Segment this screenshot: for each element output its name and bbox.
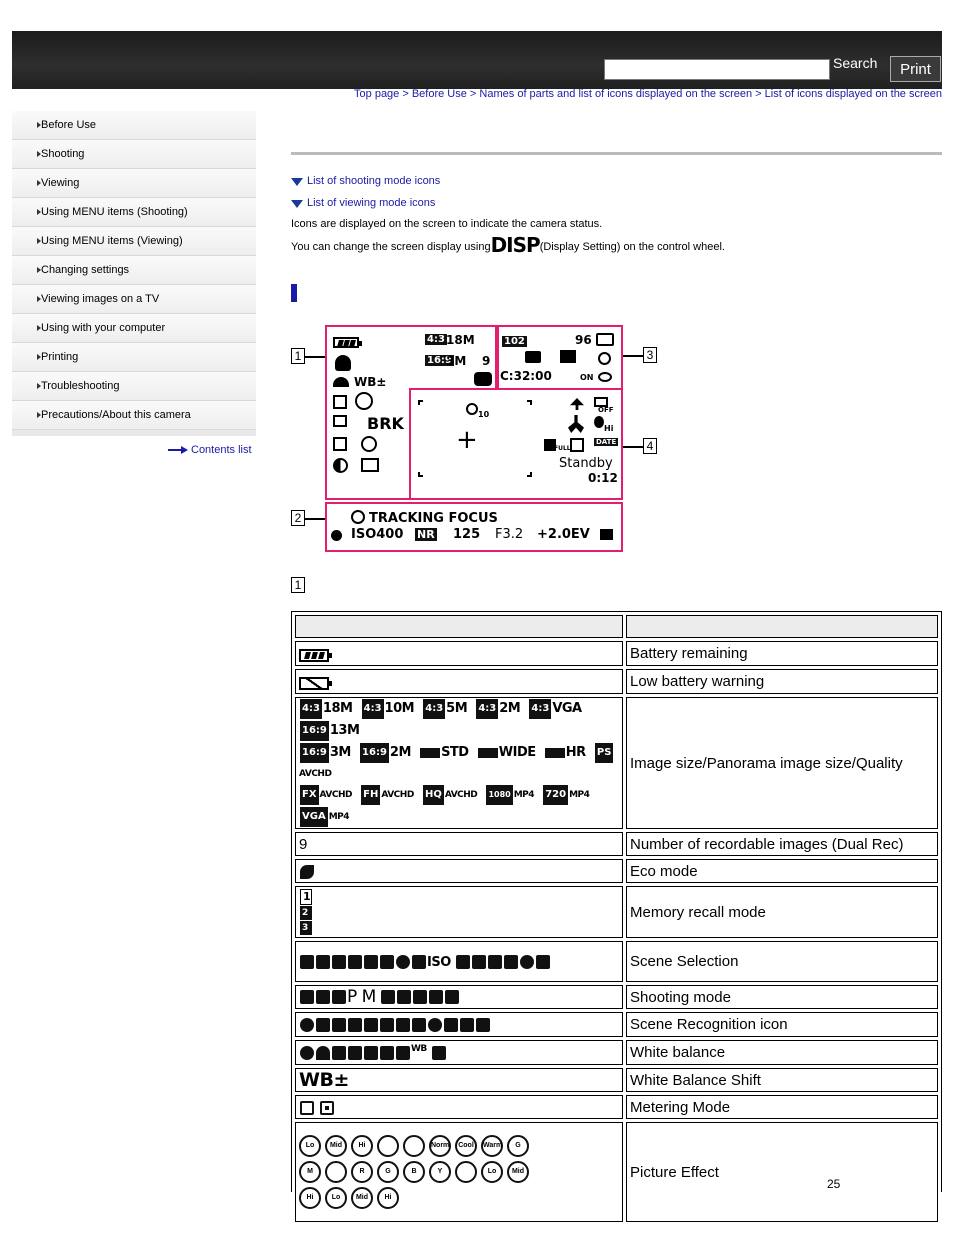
image-size-icons-line-2: [299, 742, 619, 784]
format-text: MP4: [328, 812, 350, 823]
breadcrumb: [354, 88, 942, 100]
sidebar-item-computer[interactable]: [12, 314, 256, 343]
scene-recognition-icon: [396, 1018, 410, 1032]
effect-partial-color-icon: Y: [429, 1161, 451, 1183]
scene-mode-icon: [332, 990, 346, 1004]
aspect-icon: 4:3: [529, 699, 551, 719]
wb-flash-icon: [396, 1046, 410, 1060]
panorama-icon: [478, 748, 498, 758]
sidebar-item-precautions[interactable]: [12, 401, 256, 430]
picture-effect-line-2: [299, 1159, 619, 1185]
aspect-icon: 4:3: [300, 699, 322, 719]
focus-indicator-icon: [331, 530, 342, 541]
panorama-icon: [420, 748, 440, 758]
memory-recall-1-icon: 1: [300, 889, 312, 905]
scene-icon: [364, 955, 378, 969]
table-row: [295, 859, 938, 883]
grid-icon: [570, 438, 584, 452]
scene-icon: [316, 955, 330, 969]
image-size-icons-line-1: [299, 698, 619, 742]
search-input[interactable]: [604, 59, 830, 80]
movie-mode-icon: [397, 990, 411, 1004]
desc-cell: Eco mode: [626, 859, 938, 883]
recording-time: C:32:00: [500, 369, 552, 383]
size-text: 18M: [322, 701, 353, 716]
wb-fluorescent-icon: [332, 1046, 346, 1060]
sidebar-item-printing[interactable]: [12, 343, 256, 372]
scene-icon: [520, 955, 534, 969]
wb-daylight-icon: [300, 1046, 314, 1060]
camera-icon: [525, 351, 541, 363]
icon-cell: [295, 886, 623, 938]
desc-cell: Low battery warning: [626, 669, 938, 694]
scene-icon: [504, 955, 518, 969]
size-text: STD: [441, 745, 469, 760]
memory-recall-3-icon: 3: [300, 921, 312, 935]
aspect-icon: 4:3: [423, 699, 445, 719]
icon-cell: [295, 1122, 623, 1222]
format-text: AVCHD: [319, 790, 352, 801]
effect-partial-color-icon: G: [377, 1161, 399, 1183]
desc-cell: Metering Mode: [626, 1095, 938, 1119]
scene-icon: [300, 955, 314, 969]
desc-cell: Scene Selection: [626, 941, 938, 982]
disp-text-after: (Display Setting) on the control wheel.: [539, 241, 725, 253]
sidebar-item-label: Using MENU items (Viewing): [41, 235, 183, 247]
battery-low-icon: [299, 677, 329, 690]
sidebar-footer: [12, 430, 256, 436]
table-row: [295, 832, 938, 856]
diagram-label-3: 3: [643, 347, 657, 363]
picture-effect-pop-icon: [355, 392, 373, 410]
effect-posterization-icon: Hi: [351, 1135, 373, 1157]
af-frame-corner: [418, 472, 423, 477]
icon-cell: [295, 669, 623, 694]
breadcrumb-separator: >: [399, 88, 412, 100]
breadcrumb-top-page[interactable]: Top page: [354, 88, 400, 100]
effect-pop-color-icon: [325, 1161, 347, 1183]
table-header-cell: [295, 615, 623, 638]
scene-recognition-icon: [460, 1018, 474, 1032]
iso-value: ISO400: [351, 527, 404, 542]
aspect-icon: 4:3: [362, 699, 384, 719]
size-text: 2M: [389, 745, 411, 760]
memory-recall-2-icon: 2: [300, 906, 312, 920]
standby-time: 0:12: [588, 471, 618, 485]
effect-rich-bw-icon: [377, 1135, 399, 1157]
print-button[interactable]: Print: [890, 56, 941, 82]
dro-icon: [333, 458, 348, 473]
scene-recognition-icon: [300, 1018, 314, 1032]
drive-continuous-icon: [333, 415, 347, 427]
triangle-down-icon: [291, 178, 303, 186]
sidebar-item-label: Printing: [41, 351, 79, 363]
aspect-icon: 16:9: [360, 743, 389, 763]
image-size-icons-line-3: [299, 784, 619, 828]
page-number: 25: [827, 1177, 841, 1191]
quality-icon: FX: [300, 785, 319, 805]
icon-cell: [295, 1095, 623, 1119]
contents-list-label: Contents list: [191, 444, 252, 456]
full-label: FULL: [554, 445, 571, 452]
size-text: 13M: [329, 723, 360, 738]
3d-mode-icon: [413, 990, 427, 1004]
flash-compensation-icon: [333, 437, 347, 451]
sidebar-item-changing-settings[interactable]: [12, 256, 256, 285]
sidebar-item-label: Viewing: [41, 177, 80, 189]
desc-cell: Memory recall mode: [626, 886, 938, 938]
sidebar-item-before-use[interactable]: [12, 111, 256, 140]
sidebar-item-label: Using MENU items (Shooting): [41, 206, 188, 218]
folder-icon: 102: [504, 336, 525, 347]
title-rule: [291, 152, 942, 155]
icon-cell: [295, 859, 623, 883]
leader-line: [305, 518, 325, 520]
desc-cell: White Balance Shift: [626, 1068, 938, 1092]
icon-table: [291, 611, 942, 1202]
icon-cell: 9: [295, 832, 623, 856]
anchor-shooting-icons[interactable]: [291, 175, 440, 187]
effect-toy-camera-icon: Warm: [481, 1135, 503, 1157]
icon-cell: [295, 941, 623, 982]
section-label-1: 1: [291, 577, 305, 593]
scene-icon: [472, 955, 486, 969]
table-header-cell: [626, 615, 938, 638]
table-row: [295, 1068, 938, 1092]
tracking-focus-text: TRACKING FOCUS: [369, 511, 498, 526]
effect-toy-camera-icon: Cool: [455, 1135, 477, 1157]
intelligent-auto-icon: [300, 990, 314, 1004]
flash-mode-icon: [361, 436, 377, 452]
wb-shift-icon: WB±: [299, 1069, 349, 1092]
standby-text: Standby: [559, 456, 613, 471]
breadcrumb-list-of-icons[interactable]: List of icons displayed on the screen: [764, 88, 942, 100]
leader-line: [622, 355, 643, 357]
aspect-4-3-icon: 4:3: [427, 334, 445, 345]
format-text: AVCHD: [299, 769, 332, 780]
sidebar-item-viewing[interactable]: [12, 169, 256, 198]
hand-shake-icon: [474, 372, 492, 386]
panorama-mode-icon: [381, 990, 395, 1004]
self-timer-icon: [466, 403, 478, 415]
table-row: [295, 985, 938, 1009]
shutter-speed: 125: [453, 527, 481, 542]
white-balance-cloudy-icon: [333, 377, 349, 387]
desc-cell: Picture Effect: [626, 1122, 938, 1222]
scene-icon: [536, 955, 550, 969]
scene-recognition-icon: [380, 1018, 394, 1032]
table-row: [295, 1095, 938, 1119]
effect-illustration-icon: Lo: [325, 1187, 347, 1209]
dro-on-label: ON: [580, 373, 594, 382]
tracking-focus-icon: [351, 510, 365, 524]
picture-effect-line-3: [299, 1185, 619, 1211]
quality-icon: HQ: [423, 785, 444, 805]
scene-icon: [380, 955, 394, 969]
effect-partial-color-icon: B: [403, 1161, 425, 1183]
image-size-18m: 18M: [446, 333, 475, 347]
scene-icon: [348, 955, 362, 969]
battery-icon: [333, 337, 359, 348]
icon-cell: [295, 1012, 623, 1037]
scene-recognition-icon: [332, 1018, 346, 1032]
scene-icon: [488, 955, 502, 969]
effect-watercolor-icon: Hi: [299, 1187, 321, 1209]
metering-spot-icon: [320, 1101, 334, 1115]
icon-cell: [295, 697, 623, 829]
icon-cell: [295, 641, 623, 666]
eye-icon: [598, 372, 612, 382]
scene-recognition-icon: [412, 1018, 426, 1032]
anchor-viewing-icons[interactable]: [291, 197, 435, 209]
size-text: WIDE: [498, 745, 536, 760]
size-text: 5M: [446, 701, 468, 716]
sidebar-item-label: Troubleshooting: [41, 380, 120, 392]
scene-icon: [332, 955, 346, 969]
noise-reduction-icon: NR: [417, 528, 435, 541]
table-row: [295, 697, 938, 829]
format-text: MP4: [513, 790, 535, 801]
superior-auto-icon: [316, 990, 330, 1004]
scene-recognition-icon: [364, 1018, 378, 1032]
search-button[interactable]: Search: [833, 55, 878, 71]
format-text: AVCHD: [444, 790, 478, 801]
table-row: [295, 941, 938, 982]
size-text: 2M: [499, 701, 521, 716]
anchor-label: List of shooting mode icons: [307, 175, 441, 187]
image-size-3m: 3M: [446, 354, 467, 368]
effect-illustration-icon: Mid: [351, 1187, 373, 1209]
aspect-icon: 4:3: [476, 699, 498, 719]
wb-flash-label: WB: [411, 1044, 427, 1055]
effect-miniature-icon: [403, 1135, 425, 1157]
quality-icon: PS: [595, 743, 614, 763]
wb-shift-text: WB±: [354, 375, 387, 389]
af-frame-corner: [527, 472, 532, 477]
sidebar-item-shooting[interactable]: [12, 140, 256, 169]
disp-text-before: You can change the screen display using: [291, 241, 491, 253]
wb-cloudy-icon: [316, 1046, 330, 1060]
format-text: MP4: [569, 790, 590, 801]
high-iso-icon: [594, 416, 604, 428]
scene-recognition-icon: [444, 1018, 458, 1032]
effect-toy-camera-icon: Norm: [429, 1135, 451, 1157]
table-row: [295, 1122, 938, 1222]
effect-toy-camera-icon: G: [507, 1135, 529, 1157]
sidebar-item-tv[interactable]: [12, 285, 256, 314]
scene-recognition-icon: [428, 1018, 442, 1032]
remaining-count: 96: [575, 333, 592, 347]
breadcrumb-before-use[interactable]: Before Use: [411, 88, 467, 100]
table-row: [295, 886, 938, 938]
ae-lock-icon: [600, 529, 613, 540]
aspect-16-9-icon: 16:9: [427, 355, 452, 366]
wb-fluorescent-icon: [348, 1046, 362, 1060]
size-text: HR: [565, 745, 586, 760]
sidebar-item-label: Shooting: [41, 148, 85, 160]
exposure-value: +2.0EV: [537, 527, 590, 542]
icon-cell: [295, 1040, 623, 1065]
scene-recognition-icon: [348, 1018, 362, 1032]
desc-cell: Shooting mode: [626, 985, 938, 1009]
contents-list-link[interactable]: [168, 444, 252, 456]
aperture-value: F3.2: [495, 527, 524, 542]
sidebar-item-troubleshooting[interactable]: [12, 372, 256, 401]
quality-icon: VGA: [300, 807, 328, 827]
focus-mode-icon: [361, 458, 379, 472]
sidebar: [12, 111, 256, 436]
effect-posterization-icon: Mid: [325, 1135, 347, 1157]
size-text: VGA: [552, 701, 582, 716]
desc-cell: White balance: [626, 1040, 938, 1065]
format-text: AVCHD: [381, 790, 414, 801]
icon-cell: [295, 1068, 623, 1092]
effect-toy-camera-icon: M: [299, 1161, 321, 1183]
size-text: 10M: [384, 701, 415, 716]
aspect-icon: 16:9: [300, 743, 329, 763]
date-imprint-icon: DATE: [596, 438, 617, 446]
metering-spot-icon: [333, 395, 347, 409]
af-frame-corner: [418, 400, 423, 405]
metering-multi-icon: [300, 1101, 314, 1115]
bracket-text: BRK: [367, 414, 404, 433]
leader-line: [622, 446, 643, 448]
disp-text: [291, 233, 725, 257]
diagram-label-1: 1: [291, 348, 305, 364]
effect-watercolor-icon: Mid: [507, 1161, 529, 1183]
effect-watercolor-icon: Lo: [481, 1161, 503, 1183]
leader-line: [305, 356, 325, 358]
desc-cell: Image size/Panorama image size/Quality: [626, 697, 938, 829]
triangle-down-icon: [291, 200, 303, 208]
wb-fluorescent-icon: [364, 1046, 378, 1060]
quality-icon: FH: [361, 785, 380, 805]
self-timer-seconds: 10: [478, 410, 490, 419]
sidebar-item-label: Precautions/About this camera: [41, 409, 191, 421]
effect-illustration-icon: Hi: [377, 1187, 399, 1209]
scene-recognition-icon: [476, 1018, 490, 1032]
scene-recognition-icon: [316, 1018, 330, 1032]
effect-soft-high-key-icon: [455, 1161, 477, 1183]
disp-icon: DISP: [490, 233, 540, 257]
effect-posterization-icon: Lo: [299, 1135, 321, 1157]
scene-icon: [456, 955, 470, 969]
3d-mode-icon: [429, 990, 443, 1004]
flash-off-icon: [598, 352, 611, 365]
table-header-row: [295, 615, 938, 638]
quality-icon: 1080: [486, 785, 512, 805]
table-row: [295, 1040, 938, 1065]
table-row: [295, 641, 938, 666]
effect-partial-color-icon: R: [351, 1161, 373, 1183]
program-manual-text: P M: [347, 987, 376, 1008]
arrow-right-icon: [168, 446, 188, 454]
face-detection-off-label: OFF: [598, 406, 614, 414]
scene-portrait-icon: [335, 355, 351, 371]
diagram-label-4: 4: [643, 438, 657, 454]
3d-mode-icon: [445, 990, 459, 1004]
gps-icon: [560, 350, 576, 363]
sidebar-item-label: Changing settings: [41, 264, 130, 276]
scene-iso-text: ISO: [427, 954, 451, 970]
section-marker: [291, 284, 297, 302]
eco-leaf-icon: [300, 865, 314, 879]
wb-underwater-icon: [432, 1046, 446, 1060]
intro-text: Icons are displayed on the screen to indicate the camera status.: [291, 218, 603, 230]
memory-card-icon: [596, 333, 614, 346]
sidebar-item-label: Using with your computer: [41, 322, 166, 334]
desc-cell: Scene Recognition icon: [626, 1012, 938, 1037]
quality-icon: 720: [543, 785, 568, 805]
table-row: [295, 669, 938, 694]
picture-effect-line-1: [299, 1133, 619, 1159]
breadcrumb-separator: >: [752, 88, 765, 100]
dual-rec-count: 9: [482, 354, 491, 368]
sidebar-item-menu-viewing[interactable]: [12, 227, 256, 256]
spot-meter-cross-icon: +: [456, 425, 478, 455]
sidebar-item-label: Viewing images on a TV: [41, 293, 160, 305]
scene-icon: [412, 955, 426, 969]
diagram-label-2: 2: [291, 510, 305, 526]
af-frame-corner: [527, 400, 532, 405]
icon-cell: [295, 985, 623, 1009]
wb-incandescent-icon: [380, 1046, 394, 1060]
desc-cell: Battery remaining: [626, 641, 938, 666]
breadcrumb-names-of-parts[interactable]: Names of parts and list of icons displayed on the screen: [479, 88, 753, 100]
sidebar-item-label: Before Use: [41, 119, 97, 131]
breadcrumb-separator: >: [466, 88, 480, 100]
aspect-icon: 16:9: [300, 721, 329, 741]
desc-cell: Number of recordable images (Dual Rec): [626, 832, 938, 856]
panorama-icon: [545, 748, 565, 758]
battery-full-icon: [299, 649, 329, 662]
scene-night-icon: [396, 955, 410, 969]
sidebar-item-menu-shooting[interactable]: [12, 198, 256, 227]
anchor-label: List of viewing mode icons: [307, 197, 436, 209]
size-text: 3M: [329, 745, 351, 760]
table-row: [295, 1012, 938, 1037]
high-label: Hi: [604, 424, 614, 433]
